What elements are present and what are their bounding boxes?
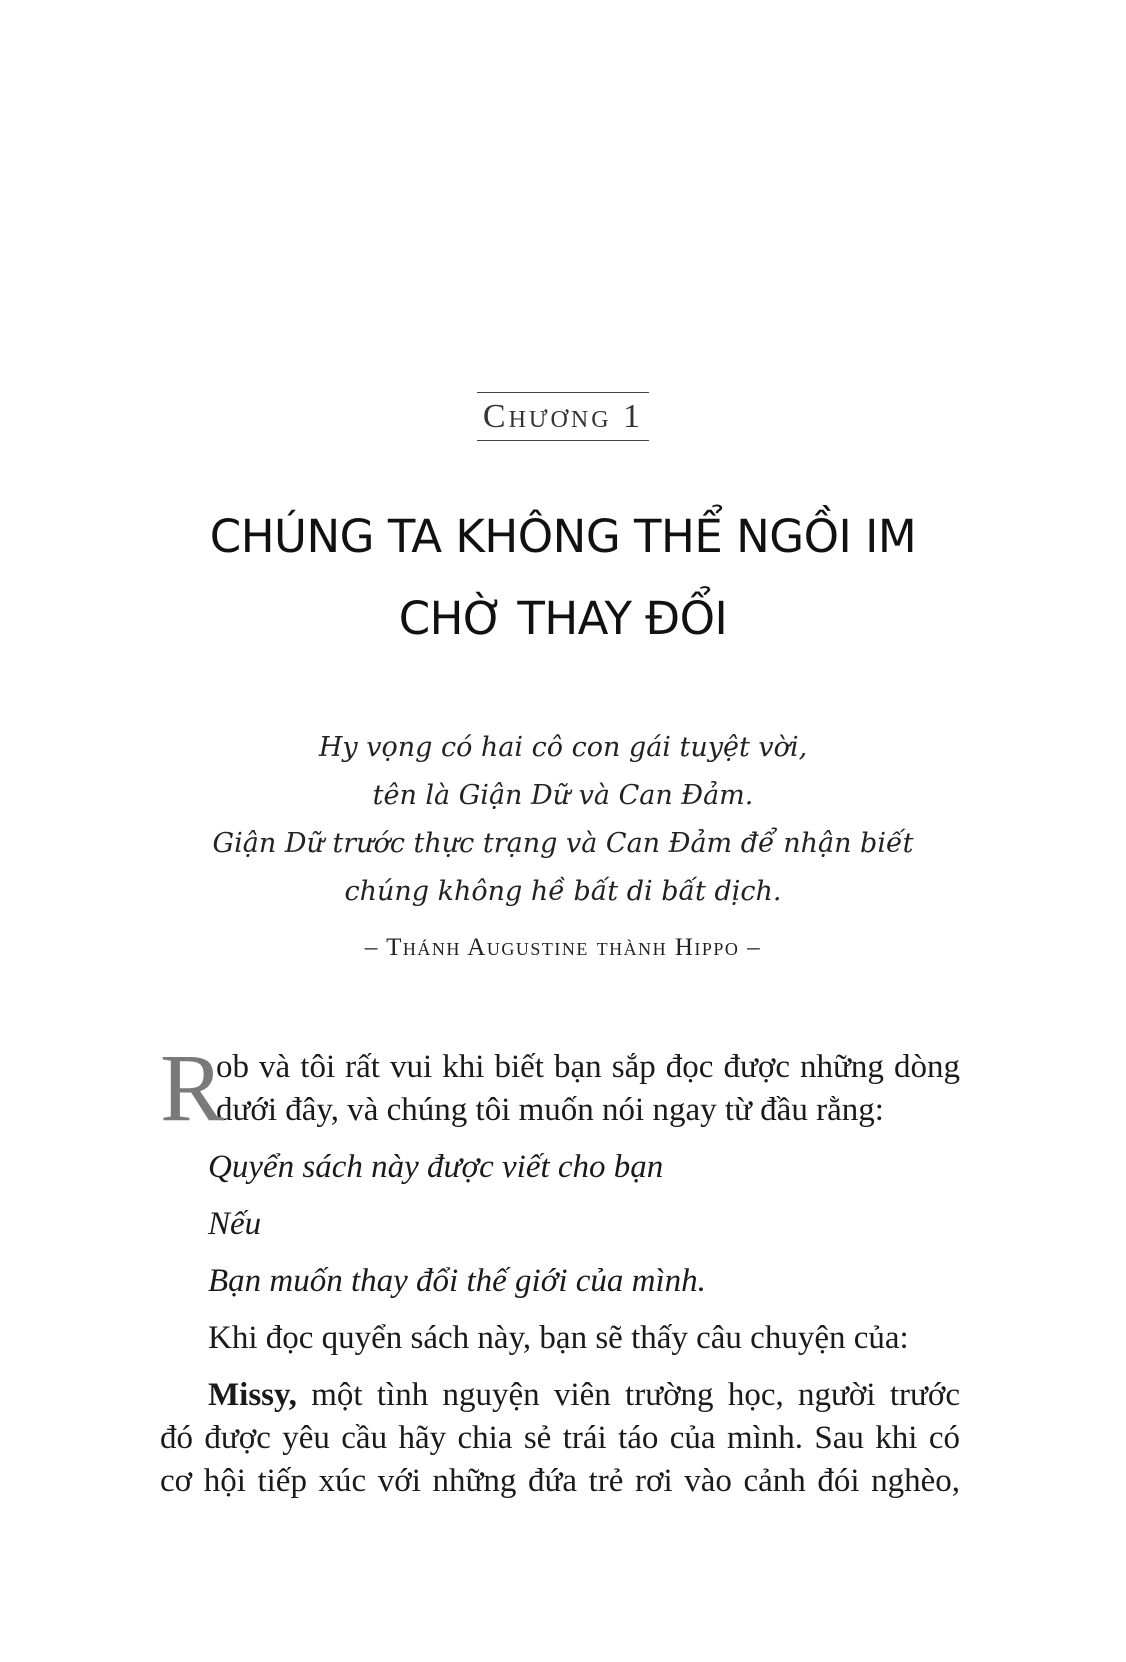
opening-paragraph xyxy=(160,1034,960,1141)
body-line: đó được yêu cầu hãy chia sẻ trái táo của mình. Sau khi có xyxy=(160,1420,960,1456)
italic-line: Bạn muốn thay đổi thế giới của mình. xyxy=(208,1263,706,1299)
epigraph xyxy=(0,724,1126,916)
body-line xyxy=(160,1374,960,1417)
epigraph-line: Giận Dữ trước thực trạng và Can Đảm để nhận biết xyxy=(212,828,914,859)
epigraph-attribution: – Thánh Augustine thành Hippo – xyxy=(364,934,762,961)
chapter-title-line: CHỜ THAY ĐỔI xyxy=(398,592,728,645)
chapter-title-line: CHÚNG TA KHÔNG THỂ NGỒI IM xyxy=(209,510,917,563)
italic-line: Quyển sách này được viết cho bạn xyxy=(208,1149,664,1185)
missy-paragraph xyxy=(160,1374,960,1503)
epigraph-line: chúng không hề bất di bất dịch. xyxy=(344,876,782,907)
chapter-number: Chương 1 xyxy=(477,392,649,441)
epigraph-line: tên là Giận Dữ và Can Đảm. xyxy=(372,780,754,811)
missy-name: Missy, xyxy=(208,1377,297,1413)
italic-line: Nếu xyxy=(208,1206,262,1242)
body-paragraph: Khi đọc quyển sách này, bạn sẽ thấy câu chuyện của: xyxy=(208,1320,909,1356)
drop-cap: R xyxy=(160,1034,225,1141)
chapter-title xyxy=(0,496,1126,660)
epigraph-line: Hy vọng có hai cô con gái tuyệt vời, xyxy=(318,732,808,763)
body-line: cơ hội tiếp xúc với những đứa trẻ rơi vào cảnh đói nghèo, xyxy=(160,1463,960,1499)
body-text xyxy=(160,1034,960,1503)
chapter-label xyxy=(0,392,1126,441)
body-line-rest: một tình nguyện viên trường học, người trước xyxy=(296,1377,960,1413)
body-line: ob và tôi rất vui khi biết bạn sắp đọc được những dòng xyxy=(216,1049,960,1085)
body-line: dưới đây, và chúng tôi muốn nói ngay từ đầu rằng: xyxy=(216,1092,884,1128)
